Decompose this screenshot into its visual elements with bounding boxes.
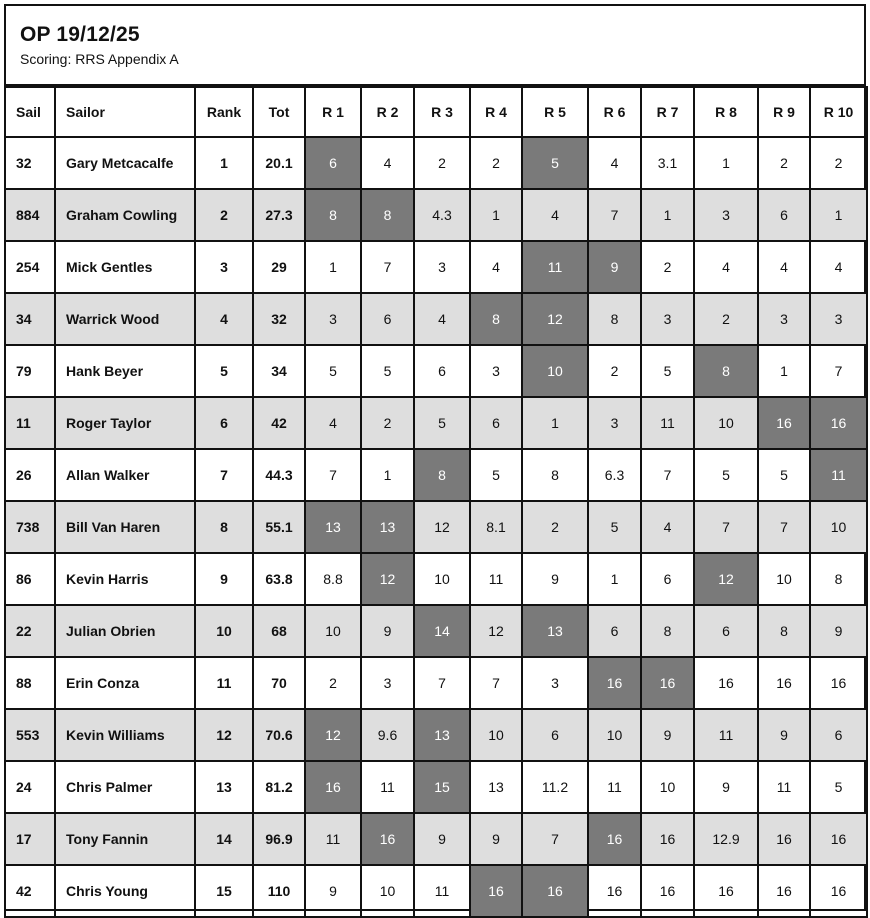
race-4-score-cell: 16 — [470, 865, 522, 917]
race-10-score-cell: 10 — [810, 501, 867, 553]
col-header-sailor: Sailor — [55, 87, 195, 137]
race-3-score-cell: 7 — [414, 657, 470, 709]
race-4-score-cell: 10 — [470, 709, 522, 761]
race-6-score-cell: 10 — [588, 709, 641, 761]
race-2-score-cell: 9 — [361, 605, 414, 657]
race-7-score-cell: 8 — [641, 605, 694, 657]
rank-cell: 7 — [195, 449, 253, 501]
rank-cell: 4 — [195, 293, 253, 345]
race-2-score-cell: 1 — [361, 449, 414, 501]
race-7-score-cell: 16 — [641, 865, 694, 917]
race-8-score-cell: 11 — [694, 709, 758, 761]
race-2-score-cell: 2 — [361, 397, 414, 449]
results-table — [4, 86, 868, 918]
sail-number-cell: 86 — [5, 553, 55, 605]
race-4-score-cell: 1 — [470, 189, 522, 241]
race-7-score-cell: 4 — [641, 501, 694, 553]
race-4-score-cell: 4 — [470, 241, 522, 293]
race-7-score-cell: 10 — [641, 761, 694, 813]
sail-number-cell: 11 — [5, 397, 55, 449]
race-6-score-cell: 8 — [588, 293, 641, 345]
race-8-score-cell: 10 — [694, 397, 758, 449]
race-3-score-cell: 9 — [414, 813, 470, 865]
race-4-score-cell: 7 — [470, 657, 522, 709]
race-10-score-cell: 16 — [810, 657, 867, 709]
race-1-score-cell: 1 — [305, 241, 361, 293]
table-row — [5, 657, 867, 709]
race-2-score-cell: 16 — [361, 813, 414, 865]
total-cell: 29 — [253, 241, 305, 293]
race-7-score-cell: 7 — [641, 449, 694, 501]
total-cell: 70 — [253, 657, 305, 709]
race-5-score-cell: 1 — [522, 397, 588, 449]
race-4-score-cell: 5 — [470, 449, 522, 501]
rank-cell: 15 — [195, 865, 253, 917]
race-4-score-cell: 8 — [470, 293, 522, 345]
race-1-score-cell: 7 — [305, 449, 361, 501]
race-10-score-cell: 9 — [810, 605, 867, 657]
race-8-score-cell: 16 — [694, 657, 758, 709]
race-6-score-cell: 16 — [588, 865, 641, 917]
race-9-score-cell: 11 — [758, 761, 810, 813]
race-1-score-cell: 3 — [305, 293, 361, 345]
results-sheet — [4, 4, 866, 911]
total-cell: 96.9 — [253, 813, 305, 865]
race-8-score-cell: 3 — [694, 189, 758, 241]
race-10-score-cell: 5 — [810, 761, 867, 813]
race-8-score-cell: 4 — [694, 241, 758, 293]
race-5-score-cell: 12 — [522, 293, 588, 345]
total-cell: 44.3 — [253, 449, 305, 501]
sailor-name-cell: Kevin Williams — [55, 709, 195, 761]
race-4-score-cell: 13 — [470, 761, 522, 813]
table-row — [5, 397, 867, 449]
race-2-score-cell: 7 — [361, 241, 414, 293]
sailor-name-cell: Tony Fannin — [55, 813, 195, 865]
race-5-score-cell: 5 — [522, 137, 588, 189]
sail-number-cell: 738 — [5, 501, 55, 553]
table-row — [5, 189, 867, 241]
race-1-score-cell: 12 — [305, 709, 361, 761]
results-body — [5, 137, 867, 917]
race-4-score-cell: 9 — [470, 813, 522, 865]
race-5-score-cell: 11.2 — [522, 761, 588, 813]
race-2-score-cell: 11 — [361, 761, 414, 813]
race-4-score-cell: 8.1 — [470, 501, 522, 553]
sailor-name-cell: Gary Metcacalfe — [55, 137, 195, 189]
total-cell: 81.2 — [253, 761, 305, 813]
col-header-sail: Sail — [5, 87, 55, 137]
sail-number-cell: 88 — [5, 657, 55, 709]
race-2-score-cell: 13 — [361, 501, 414, 553]
race-4-score-cell: 12 — [470, 605, 522, 657]
race-9-score-cell: 10 — [758, 553, 810, 605]
race-6-score-cell: 11 — [588, 761, 641, 813]
race-6-score-cell: 6.3 — [588, 449, 641, 501]
race-7-score-cell: 11 — [641, 397, 694, 449]
table-row — [5, 709, 867, 761]
total-cell: 20.1 — [253, 137, 305, 189]
race-5-score-cell: 2 — [522, 501, 588, 553]
table-row — [5, 761, 867, 813]
table-row — [5, 449, 867, 501]
race-10-score-cell: 6 — [810, 709, 867, 761]
race-3-score-cell: 6 — [414, 345, 470, 397]
sailor-name-cell: Erin Conza — [55, 657, 195, 709]
rank-cell: 9 — [195, 553, 253, 605]
race-8-score-cell: 7 — [694, 501, 758, 553]
rank-cell: 1 — [195, 137, 253, 189]
col-header-r6: R 6 — [588, 87, 641, 137]
race-6-score-cell: 16 — [588, 657, 641, 709]
race-1-score-cell: 4 — [305, 397, 361, 449]
race-9-score-cell: 2 — [758, 137, 810, 189]
sail-number-cell: 79 — [5, 345, 55, 397]
race-10-score-cell: 16 — [810, 865, 867, 917]
race-8-score-cell: 8 — [694, 345, 758, 397]
race-8-score-cell: 9 — [694, 761, 758, 813]
race-3-score-cell: 11 — [414, 865, 470, 917]
sailor-name-cell: Roger Taylor — [55, 397, 195, 449]
race-7-score-cell: 3 — [641, 293, 694, 345]
race-5-score-cell: 4 — [522, 189, 588, 241]
race-2-score-cell: 8 — [361, 189, 414, 241]
race-3-score-cell: 4.3 — [414, 189, 470, 241]
race-4-score-cell: 11 — [470, 553, 522, 605]
race-5-score-cell: 9 — [522, 553, 588, 605]
race-7-score-cell: 16 — [641, 657, 694, 709]
race-6-score-cell: 9 — [588, 241, 641, 293]
total-cell: 27.3 — [253, 189, 305, 241]
table-row — [5, 553, 867, 605]
race-9-score-cell: 16 — [758, 657, 810, 709]
col-header-r7: R 7 — [641, 87, 694, 137]
col-header-r1: R 1 — [305, 87, 361, 137]
table-row — [5, 605, 867, 657]
col-header-r2: R 2 — [361, 87, 414, 137]
table-row — [5, 137, 867, 189]
col-header-r3: R 3 — [414, 87, 470, 137]
race-5-score-cell: 13 — [522, 605, 588, 657]
race-6-score-cell: 4 — [588, 137, 641, 189]
race-9-score-cell: 16 — [758, 397, 810, 449]
table-row — [5, 241, 867, 293]
race-1-score-cell: 16 — [305, 761, 361, 813]
race-3-score-cell: 5 — [414, 397, 470, 449]
total-cell: 110 — [253, 865, 305, 917]
race-3-score-cell: 12 — [414, 501, 470, 553]
race-3-score-cell: 3 — [414, 241, 470, 293]
race-6-score-cell: 16 — [588, 813, 641, 865]
race-3-score-cell: 15 — [414, 761, 470, 813]
race-8-score-cell: 12.9 — [694, 813, 758, 865]
race-3-score-cell: 8 — [414, 449, 470, 501]
race-9-score-cell: 16 — [758, 813, 810, 865]
race-9-score-cell: 6 — [758, 189, 810, 241]
race-2-score-cell: 6 — [361, 293, 414, 345]
race-3-score-cell: 4 — [414, 293, 470, 345]
race-9-score-cell: 1 — [758, 345, 810, 397]
sailor-name-cell: Graham Cowling — [55, 189, 195, 241]
race-7-score-cell: 6 — [641, 553, 694, 605]
race-1-score-cell: 8 — [305, 189, 361, 241]
race-9-score-cell: 3 — [758, 293, 810, 345]
results-header — [6, 6, 864, 86]
table-row — [5, 345, 867, 397]
rank-cell: 10 — [195, 605, 253, 657]
sail-number-cell: 17 — [5, 813, 55, 865]
page-title: OP 19/12/25 — [20, 23, 140, 46]
sailor-name-cell: Chris Young — [55, 865, 195, 917]
race-2-score-cell: 10 — [361, 865, 414, 917]
race-5-score-cell: 8 — [522, 449, 588, 501]
sail-number-cell: 32 — [5, 137, 55, 189]
race-6-score-cell: 5 — [588, 501, 641, 553]
race-2-score-cell: 9.6 — [361, 709, 414, 761]
total-cell: 34 — [253, 345, 305, 397]
header-row — [5, 87, 867, 137]
scoring-subtitle: Scoring: RRS Appendix A — [20, 51, 179, 67]
total-cell: 42 — [253, 397, 305, 449]
race-6-score-cell: 7 — [588, 189, 641, 241]
race-2-score-cell: 5 — [361, 345, 414, 397]
race-1-score-cell: 8.8 — [305, 553, 361, 605]
race-10-score-cell: 2 — [810, 137, 867, 189]
race-1-score-cell: 10 — [305, 605, 361, 657]
race-8-score-cell: 5 — [694, 449, 758, 501]
total-cell: 63.8 — [253, 553, 305, 605]
race-8-score-cell: 16 — [694, 865, 758, 917]
sail-number-cell: 254 — [5, 241, 55, 293]
race-5-score-cell: 16 — [522, 865, 588, 917]
rank-cell: 5 — [195, 345, 253, 397]
race-4-score-cell: 6 — [470, 397, 522, 449]
race-8-score-cell: 6 — [694, 605, 758, 657]
col-header-r4: R 4 — [470, 87, 522, 137]
race-7-score-cell: 16 — [641, 813, 694, 865]
race-1-score-cell: 2 — [305, 657, 361, 709]
race-1-score-cell: 6 — [305, 137, 361, 189]
race-9-score-cell: 7 — [758, 501, 810, 553]
race-7-score-cell: 3.1 — [641, 137, 694, 189]
col-header-r5: R 5 — [522, 87, 588, 137]
race-10-score-cell: 8 — [810, 553, 867, 605]
race-8-score-cell: 2 — [694, 293, 758, 345]
sailor-name-cell: Mick Gentles — [55, 241, 195, 293]
rank-cell: 3 — [195, 241, 253, 293]
race-5-score-cell: 11 — [522, 241, 588, 293]
race-3-score-cell: 2 — [414, 137, 470, 189]
race-2-score-cell: 3 — [361, 657, 414, 709]
sail-number-cell: 22 — [5, 605, 55, 657]
total-cell: 70.6 — [253, 709, 305, 761]
race-7-score-cell: 9 — [641, 709, 694, 761]
race-6-score-cell: 6 — [588, 605, 641, 657]
race-8-score-cell: 1 — [694, 137, 758, 189]
race-10-score-cell: 16 — [810, 813, 867, 865]
sailor-name-cell: Allan Walker — [55, 449, 195, 501]
race-3-score-cell: 10 — [414, 553, 470, 605]
race-1-score-cell: 5 — [305, 345, 361, 397]
table-row — [5, 865, 867, 917]
race-1-score-cell: 13 — [305, 501, 361, 553]
race-3-score-cell: 14 — [414, 605, 470, 657]
race-6-score-cell: 1 — [588, 553, 641, 605]
rank-cell: 12 — [195, 709, 253, 761]
rank-cell: 14 — [195, 813, 253, 865]
total-cell: 55.1 — [253, 501, 305, 553]
race-1-score-cell: 11 — [305, 813, 361, 865]
race-10-score-cell: 3 — [810, 293, 867, 345]
table-row — [5, 501, 867, 553]
rank-cell: 8 — [195, 501, 253, 553]
sailor-name-cell: Chris Palmer — [55, 761, 195, 813]
sail-number-cell: 26 — [5, 449, 55, 501]
race-9-score-cell: 8 — [758, 605, 810, 657]
col-header-rank: Rank — [195, 87, 253, 137]
sailor-name-cell: Bill Van Haren — [55, 501, 195, 553]
sail-number-cell: 34 — [5, 293, 55, 345]
col-header-r9: R 9 — [758, 87, 810, 137]
sailor-name-cell: Julian Obrien — [55, 605, 195, 657]
race-4-score-cell: 2 — [470, 137, 522, 189]
total-cell: 68 — [253, 605, 305, 657]
race-7-score-cell: 1 — [641, 189, 694, 241]
total-cell: 32 — [253, 293, 305, 345]
race-6-score-cell: 2 — [588, 345, 641, 397]
race-10-score-cell: 4 — [810, 241, 867, 293]
race-10-score-cell: 11 — [810, 449, 867, 501]
race-5-score-cell: 6 — [522, 709, 588, 761]
race-9-score-cell: 5 — [758, 449, 810, 501]
col-header-r8: R 8 — [694, 87, 758, 137]
col-header-tot: Tot — [253, 87, 305, 137]
table-row — [5, 813, 867, 865]
sailor-name-cell: Hank Beyer — [55, 345, 195, 397]
sailor-name-cell: Kevin Harris — [55, 553, 195, 605]
race-10-score-cell: 1 — [810, 189, 867, 241]
race-9-score-cell: 4 — [758, 241, 810, 293]
race-2-score-cell: 12 — [361, 553, 414, 605]
race-9-score-cell: 16 — [758, 865, 810, 917]
race-5-score-cell: 7 — [522, 813, 588, 865]
race-4-score-cell: 3 — [470, 345, 522, 397]
rank-cell: 11 — [195, 657, 253, 709]
col-header-r10: R 10 — [810, 87, 867, 137]
race-5-score-cell: 10 — [522, 345, 588, 397]
sail-number-cell: 24 — [5, 761, 55, 813]
race-8-score-cell: 12 — [694, 553, 758, 605]
rank-cell: 2 — [195, 189, 253, 241]
race-6-score-cell: 3 — [588, 397, 641, 449]
race-2-score-cell: 4 — [361, 137, 414, 189]
rank-cell: 13 — [195, 761, 253, 813]
race-10-score-cell: 7 — [810, 345, 867, 397]
table-row — [5, 293, 867, 345]
sail-number-cell: 42 — [5, 865, 55, 917]
race-10-score-cell: 16 — [810, 397, 867, 449]
sail-number-cell: 553 — [5, 709, 55, 761]
race-5-score-cell: 3 — [522, 657, 588, 709]
race-9-score-cell: 9 — [758, 709, 810, 761]
race-7-score-cell: 5 — [641, 345, 694, 397]
race-7-score-cell: 2 — [641, 241, 694, 293]
sail-number-cell: 884 — [5, 189, 55, 241]
race-3-score-cell: 13 — [414, 709, 470, 761]
sailor-name-cell: Warrick Wood — [55, 293, 195, 345]
rank-cell: 6 — [195, 397, 253, 449]
race-1-score-cell: 9 — [305, 865, 361, 917]
